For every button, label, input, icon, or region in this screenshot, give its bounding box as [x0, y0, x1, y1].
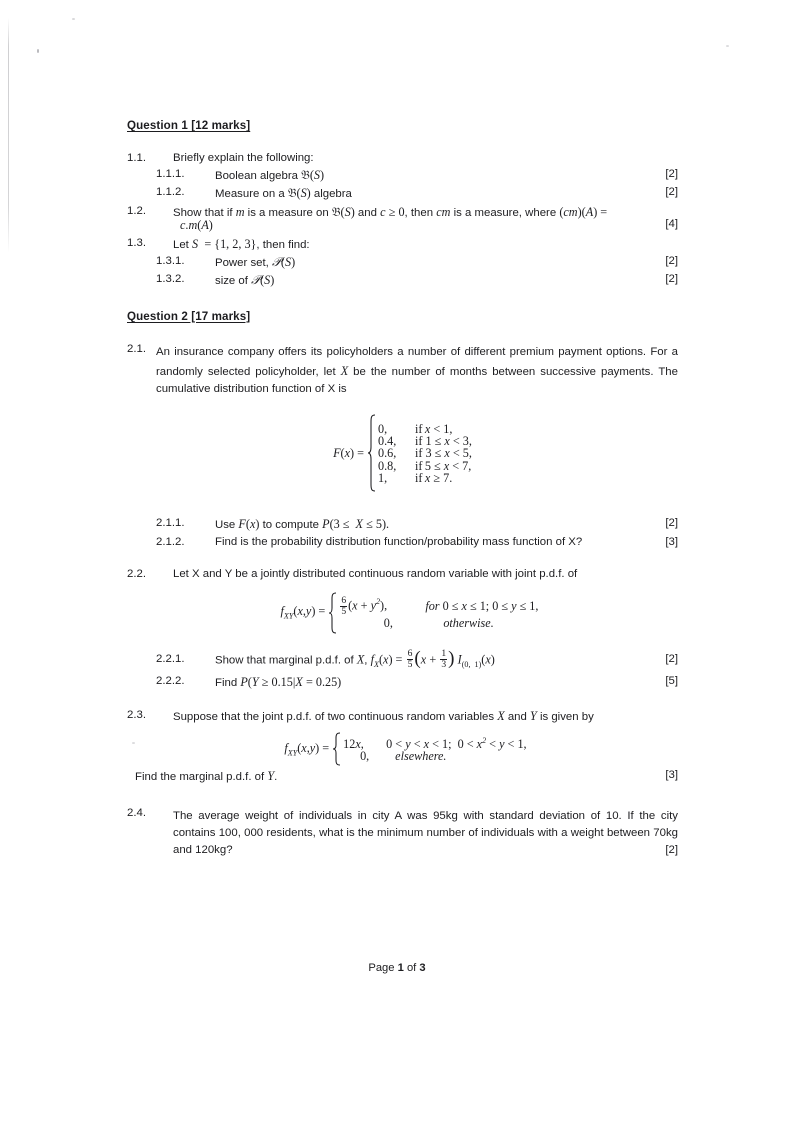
piecewise-condition: for 0 ≤ x ≤ 1; 0 ≤ y ≤ 1,: [425, 599, 539, 614]
piecewise-value: 0,: [383, 616, 393, 630]
item-number: 2.1.: [127, 343, 146, 356]
scan-speck: [72, 18, 75, 20]
item-number: 1.1.2.: [156, 186, 185, 199]
footer-middle: of: [403, 962, 420, 974]
footer-prefix: Page: [368, 962, 398, 974]
item-text: Suppose that the joint p.d.f. of two continuous random variables X and Y is given by: [173, 708, 594, 723]
item-text: Measure on a 𝔅(S) algebra: [215, 186, 352, 201]
piecewise-condition: if 1 ≤ x < 3,: [415, 434, 472, 449]
piecewise-row: [378, 472, 472, 484]
piecewise-value: 0.4,: [378, 434, 397, 449]
piecewise-value: 0,: [378, 421, 388, 436]
footer-page-number: 1: [397, 962, 404, 974]
item-text: Briefly explain the following:: [173, 151, 314, 164]
item-text: Power set, 𝒫(S): [215, 254, 296, 270]
left-curly-brace: [328, 592, 337, 634]
item-marks: [2]: [665, 273, 678, 286]
item-2-3-tail: [127, 770, 678, 783]
piecewise-condition: otherwise.: [443, 616, 494, 630]
piecewise-value: 0,: [360, 748, 370, 763]
item-marks: [2]: [665, 186, 678, 199]
item-number: 2.2.1.: [156, 653, 185, 666]
item-2-1-2: [127, 537, 678, 548]
item-text: Let S = {1, 2, 3}, then find:: [173, 236, 310, 251]
item-1-2-continuation: [127, 219, 678, 232]
item-number: 1.3.: [127, 236, 146, 249]
item-number: 2.1.2.: [156, 535, 185, 548]
piecewise-rows: [339, 596, 538, 629]
item-text: An insurance company offers its policyholders a number of different premium payment options. For a randomly selected policyholder, let X be the number of months between successive payments. The cumulative distribution function of X is: [156, 346, 678, 396]
item-marks: [2]: [665, 168, 678, 180]
item-2-2: [127, 569, 678, 580]
item-label: Boolean algebra: [215, 170, 302, 182]
item-marks: [2]: [665, 255, 678, 268]
item-2-1-1: [127, 518, 678, 531]
item-text: Use F(x) to compute P(3 ≤ X ≤ 5).: [215, 517, 390, 532]
script-p-symbol: 𝒫: [251, 272, 261, 288]
item-text: The average weight of individuals in city A was 95kg with standard deviation of 10. If the city contains 100, 000 residents, what is the minimum number of individuals with a weight between 70kg and 120kg?: [173, 809, 678, 857]
item-1-2: [127, 206, 678, 219]
piecewise-value: $\frac{6}{5}$ $(x + y^2)$,: [341, 594, 388, 617]
scan-edge-artifact: [8, 18, 9, 253]
piecewise-joint-pdf: [281, 592, 539, 634]
item-number: 1.3.2.: [156, 273, 185, 286]
left-curly-brace: [332, 732, 341, 766]
formula-lhs: F(x) =: [333, 446, 364, 461]
item-text: Find is the probability distribution function/probability mass function of X?: [215, 535, 583, 548]
item-1-1-1: [127, 169, 678, 182]
script-p-symbol: 𝒫: [271, 254, 281, 270]
item-number: 2.2.: [127, 568, 146, 581]
left-curly-brace: [367, 414, 376, 492]
document-body: [127, 120, 678, 856]
piecewise-value: 1,: [378, 470, 388, 485]
item-marks: [2]: [665, 843, 678, 856]
item-1-3-1: [127, 256, 678, 269]
piecewise-condition: if 3 ≤ x < 5,: [415, 446, 472, 461]
item-number: 1.1.: [127, 151, 146, 164]
item-label-suffix: algebra: [310, 188, 352, 201]
item-number: 1.3.1.: [156, 255, 185, 268]
item-1-3-2: [127, 274, 678, 287]
piecewise-condition: if x < 1,: [415, 421, 453, 436]
item-2-2-2: [127, 676, 678, 689]
item-text: Boolean algebra 𝔅(S): [215, 168, 325, 182]
item-2-4: [127, 808, 678, 860]
item-marks: [3]: [665, 769, 678, 782]
piecewise-rows: [343, 737, 526, 762]
question-1-heading: Question 1 [12 marks]: [127, 119, 251, 132]
item-text: Show that marginal p.d.f. of X, $f_X(x)$ = $\frac{6}{5}$ (x + $\frac{1}{3}$ ) $I_{(0, 1)}(x)$: [215, 648, 495, 671]
piecewise-condition: elsewhere.: [395, 748, 447, 763]
item-text: Find the marginal p.d.f. of Y.: [135, 769, 278, 784]
item-1-1: [127, 153, 678, 164]
fraktur-b-symbol: 𝔅: [301, 168, 310, 182]
fraktur-b-symbol: 𝔅: [287, 186, 297, 201]
item-marks: [5]: [665, 674, 678, 687]
item-number: 1.1.1.: [156, 168, 185, 180]
item-text: size of 𝒫(S): [215, 272, 275, 288]
piecewise-row: [339, 617, 538, 629]
item-number: 2.1.1.: [156, 517, 185, 530]
fraction-six-fifths: $\frac{6}{5}$: [341, 594, 347, 617]
item-number: 2.2.2.: [156, 674, 185, 687]
item-marks: [2]: [665, 517, 678, 530]
item-1-3: [127, 238, 678, 251]
item-2-1: [127, 344, 678, 398]
piecewise-joint-pdf-2-3: [284, 732, 526, 766]
fraction-one-third: $\frac{1}{3}$: [441, 648, 447, 671]
question-2-heading: Question 2 [17 marks]: [127, 309, 251, 323]
page-footer: [0, 962, 794, 974]
item-marks: [4]: [665, 218, 678, 231]
item-marks: [3]: [665, 535, 678, 548]
cdf-formula: [127, 414, 678, 492]
item-text: Find P(Y ≥ 0.15|X = 0.25): [215, 674, 342, 689]
scan-speck: [37, 49, 39, 53]
piecewise-condition: if 5 ≤ x < 7,: [415, 458, 472, 473]
formula-lhs: $f_{XY}(x,y)$ =: [280, 603, 326, 621]
piecewise-row: [343, 737, 526, 750]
piecewise-value: 0.8,: [378, 458, 397, 473]
joint-pdf-formula-2-3: [127, 732, 678, 766]
item-number: 2.4.: [127, 806, 146, 819]
fraction-six-fifths: $\frac{6}{5}$: [407, 648, 413, 671]
piecewise-condition: if x ≥ 7.: [415, 470, 453, 485]
piecewise-value: 12x,: [343, 736, 364, 751]
piecewise-condition: 0 < y < x < 1; $0 < x^2 < y < 1$,: [386, 735, 527, 751]
footer-total-pages: 3: [419, 962, 426, 974]
item-text-continued: c.m(A): [180, 218, 213, 233]
item-1-1-2: [127, 187, 678, 200]
item-2-2-1: [127, 650, 678, 671]
item-number: 2.3.: [127, 708, 146, 721]
item-text: Let X and Y be a jointly distributed continuous random variable with joint p.d.f. of: [173, 568, 578, 581]
scan-speck: [726, 45, 729, 47]
item-label: Measure on a: [215, 188, 288, 201]
piecewise-row: [339, 596, 538, 617]
item-number: 1.2.: [127, 204, 146, 217]
piecewise-value: 0.6,: [378, 446, 397, 461]
item-text: Show that if m is a measure on 𝔅(S) and c ≥ 0, then cm is a measure, where (cm)(A) =: [173, 204, 608, 219]
piecewise-rows: [378, 423, 472, 484]
joint-pdf-formula-2-2: [127, 592, 678, 634]
formula-lhs: $f_{XY}(x,y)$ =: [284, 740, 330, 758]
piecewise-cdf: [333, 414, 472, 492]
item-marks: [2]: [665, 653, 678, 666]
item-2-3: [127, 710, 678, 723]
piecewise-row: [343, 750, 526, 762]
